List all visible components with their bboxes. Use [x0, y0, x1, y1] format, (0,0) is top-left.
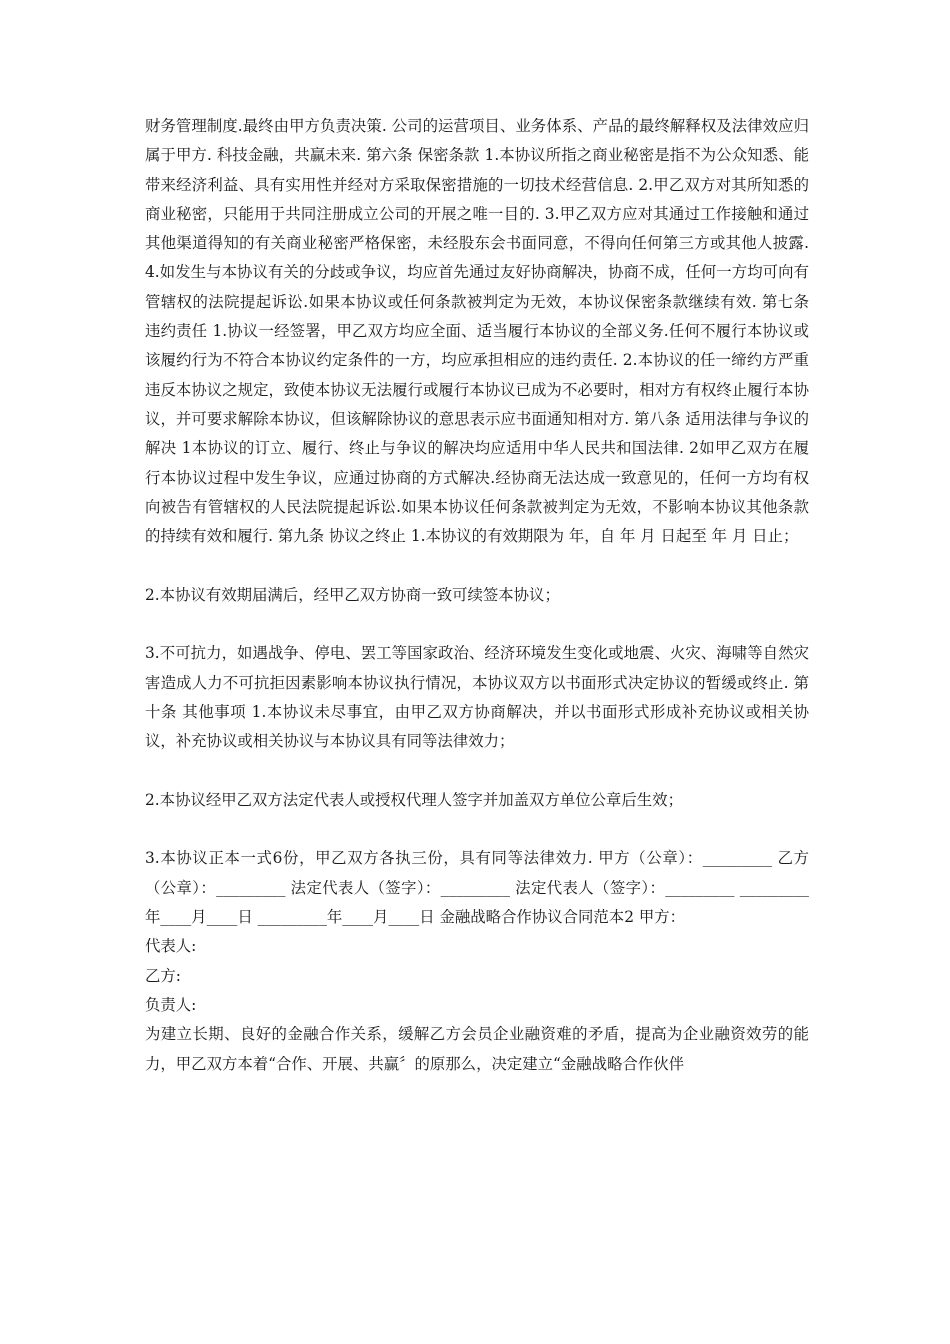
document-page — [145, 112, 809, 1079]
paragraph-gap — [145, 610, 809, 639]
paragraph-gap — [145, 551, 809, 580]
responsible-person-line: 负责人: — [145, 995, 197, 1014]
paragraph-signatures: 3.本协议正本一式6份，甲乙双方各执三份，具有同等法律效力. 甲方（公章）：_________ 乙方（公章）：_________ 法定代表人（签字）：_________ 法定代表人（签字）：_________ _________年____月____日 _________年____月____日 金融战略合作协议合同范本2 甲方： — [145, 849, 809, 927]
paragraph-force-majeure: 3.不可抗力，如遇战争、停电、罢工等国家政治、经济环境发生变化或地震、火灾、海啸等自然灾害造成人力不可抗拒因素影响本协议执行情况，本协议双方以书面形式决定协议的暂缓或终止. 第十条 其他事项 1.本协议未尽事宜，由甲乙双方协商解决，并以书面形式形成补充协议或相关协议，补充协议或相关协议与本协议具有同等法律效力； — [145, 644, 809, 751]
party-b-line: 乙方: — [145, 966, 181, 985]
paragraph-renewal: 2.本协议有效期届满后，经甲乙双方协商一致可续签本协议； — [145, 585, 560, 604]
paragraph-gap — [145, 815, 809, 844]
paragraph-effectiveness: 2.本协议经甲乙双方法定代表人或授权代理人签字并加盖双方单位公章后生效； — [145, 790, 683, 809]
paragraph-confidentiality-terms: 财务管理制度.最终由甲方负责决策. 公司的运营项目、业务体系、产品的最终解释权及法律效应归属于甲方. 科技金融，共赢未来. 第六条 保密条款 1.本协议所指之商业秘密是指不为公众知悉、能带来经济利益、具有实用性并经对方采取保密措施的一切技术经营信息. 2.甲乙双方对其所知悉的商业秘密，只能用于共同注册成立公司的开展之唯一目的. 3.甲乙双方应对其通过工作接触和通过其他渠道得知的有关商业秘密严格保密，未经股东会书面同意，不得向任何第三方或其他人披露. 4.如发生与本协议有关的分歧或争议，均应首先通过友好协商解决，协商不成，任何一方均可向有管辖权的法院提起诉讼.如果本协议或任何条款被判定为无效，本协议保密条款继续有效. 第七条 违约责任 1.协议一经签署，甲乙双方均应全面、适当履行本协议的全部义务.任何不履行本协议或该履约行为不符合本协议约定条件的一方，均应承担相应的违约责任. 2.本协议的任一缔约方严重违反本协议之规定，致使本协议无法履行或履行本协议已成为不必要时，相对方有权终止履行本协议，并可要求解除本协议，但该解除协议的意思表示应书面通知相对方. 第八条 适用法律与争议的解决 1本协议的订立、履行、终止与争议的解决均应适用中华人民共和国法律. 2如甲乙双方在履行本协议过程中发生争议，应通过协商的方式解决.经协商无法达成一致意见的，任何一方均有权向被告有管辖权的人民法院提起诉讼.如果本协议任何条款被判定为无效，不影响本协议其他条款的持续有效和履行. 第九条 协议之终止 1.本协议的有效期限为 年，自 年 月 日起至 年 月 日止； — [145, 117, 809, 546]
paragraph-cooperation-intro: 为建立长期、良好的金融合作关系，缓解乙方会员企业融资难的矛盾，提高为企业融资效劳的能力，甲乙双方本着“合作、开展、共赢〞的原那么，决定建立“金融战略合作伙伴 — [145, 1025, 809, 1073]
representative-line: 代表人: — [145, 937, 197, 956]
paragraph-gap — [145, 757, 809, 786]
